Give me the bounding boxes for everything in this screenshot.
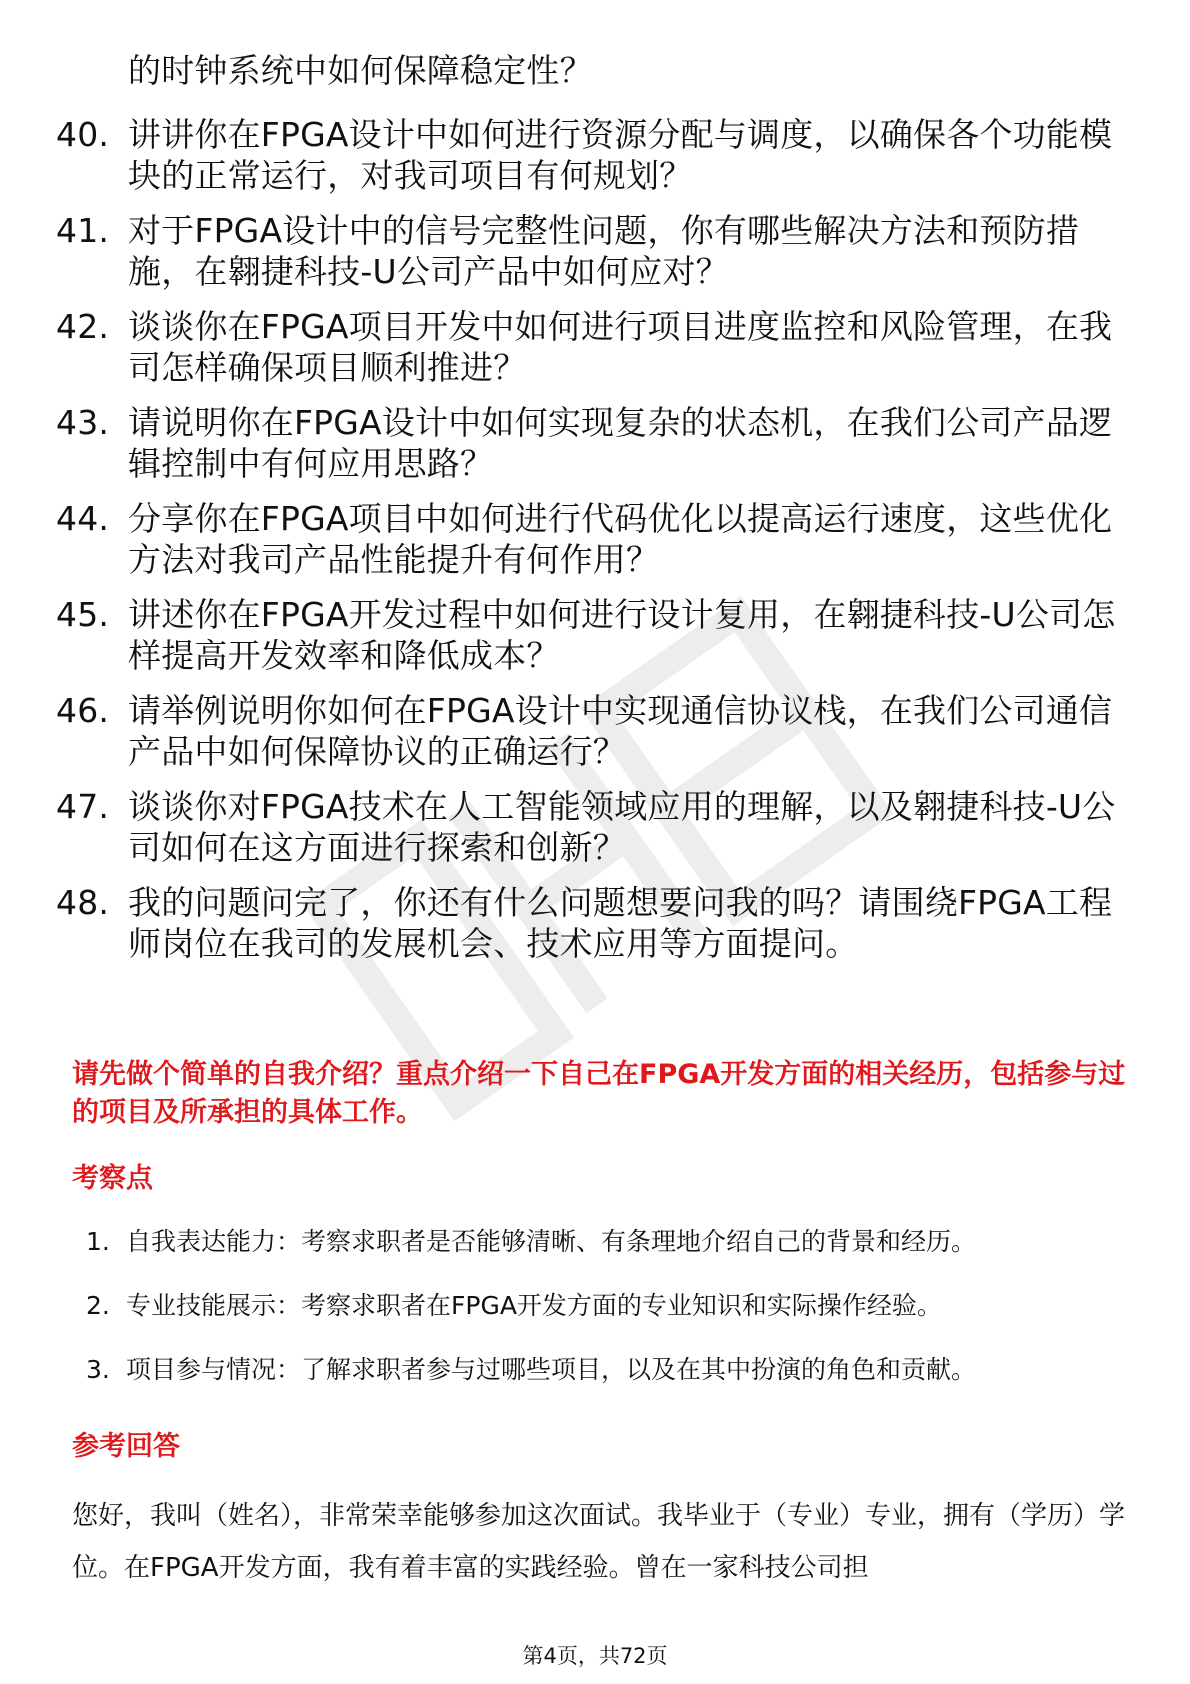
question-text: 谈谈你在FPGA项目开发中如何进行项目进度监控和风险管理，在我司怎样确保项目顺利推进？ xyxy=(128,307,1113,387)
section-title-assessment: 考察点 xyxy=(72,1163,153,1194)
question-text: 我的问题问完了，你还有什么问题想要问我的吗？请围绕FPGA工程师岗位在我司的发展机会、技术应用等方面提问。 xyxy=(128,883,1113,963)
point-number: 3. xyxy=(86,1355,110,1384)
question-item xyxy=(56,402,1128,484)
question-number: 42. xyxy=(56,307,110,346)
question-text: 请说明你在FPGA设计中如何实现复杂的状态机，在我们公司产品逻辑控制中有何应用思路？ xyxy=(128,403,1113,483)
interview-prompt: 请先做个简单的自我介绍？重点介绍一下自己在FPGA开发方面的相关经历，包括参与过的项目及所承担的具体工作。 xyxy=(72,1059,1126,1128)
list-item xyxy=(86,1290,942,1322)
question-item xyxy=(56,498,1128,580)
point-text: 专业技能展示：考察求职者在FPGA开发方面的专业知识和实际操作经验。 xyxy=(126,1291,942,1320)
list-item xyxy=(86,1354,976,1386)
question-number: 45. xyxy=(56,595,110,634)
question-text: 谈谈你对FPGA技术在人工智能领域应用的理解，以及翱捷科技-U公司如何在这方面进行探索和创新？ xyxy=(128,787,1116,867)
question-item xyxy=(56,786,1128,868)
question-text: 的时钟系统中如何保障稳定性？ xyxy=(128,51,593,90)
question-item xyxy=(128,50,1128,91)
question-item xyxy=(56,210,1128,292)
question-text: 讲述你在FPGA开发过程中如何进行设计复用，在翱捷科技-U公司怎样提高开发效率和降低成本？ xyxy=(128,595,1116,675)
list-item xyxy=(86,1226,976,1258)
question-text: 讲讲你在FPGA设计中如何进行资源分配与调度，以确保各个功能模块的正常运行，对我司项目有何规划？ xyxy=(128,115,1113,195)
question-number: 44. xyxy=(56,499,110,538)
question-number: 46. xyxy=(56,691,110,730)
point-number: 1. xyxy=(86,1227,110,1256)
question-number: 40. xyxy=(56,115,110,154)
point-text: 项目参与情况：了解求职者参与过哪些项目，以及在其中扮演的角色和贡献。 xyxy=(126,1355,977,1384)
question-item xyxy=(56,690,1128,772)
question-number: 47. xyxy=(56,787,110,826)
question-number: 48. xyxy=(56,883,110,922)
question-number: 43. xyxy=(56,403,110,442)
point-text: 自我表达能力：考察求职者是否能够清晰、有条理地介绍自己的背景和经历。 xyxy=(126,1227,977,1256)
question-item xyxy=(56,306,1128,388)
question-item xyxy=(56,114,1128,196)
reference-answer: 您好，我叫（姓名），非常荣幸能够参加这次面试。我毕业于（专业）专业，拥有（学历）学位。在FPGA开发方面，我有着丰富的实践经验。曾在一家科技公司担 xyxy=(72,1501,1126,1583)
question-item xyxy=(56,594,1128,676)
section-title-answer: 参考回答 xyxy=(72,1431,180,1462)
question-item xyxy=(56,882,1128,964)
question-text: 对于FPGA设计中的信号完整性问题，你有哪些解决方法和预防措施，在翱捷科技-U公司产品中如何应对？ xyxy=(128,211,1080,291)
page-footer: 第4页，共72页 xyxy=(522,1644,668,1668)
question-text: 请举例说明你如何在FPGA设计中实现通信协议栈，在我们公司通信产品中如何保障协议的正确运行？ xyxy=(128,691,1113,771)
point-number: 2. xyxy=(86,1291,110,1320)
question-text: 分享你在FPGA项目中如何进行代码优化以提高运行速度，这些优化方法对我司产品性能提升有何作用？ xyxy=(128,499,1113,579)
question-number: 41. xyxy=(56,211,110,250)
